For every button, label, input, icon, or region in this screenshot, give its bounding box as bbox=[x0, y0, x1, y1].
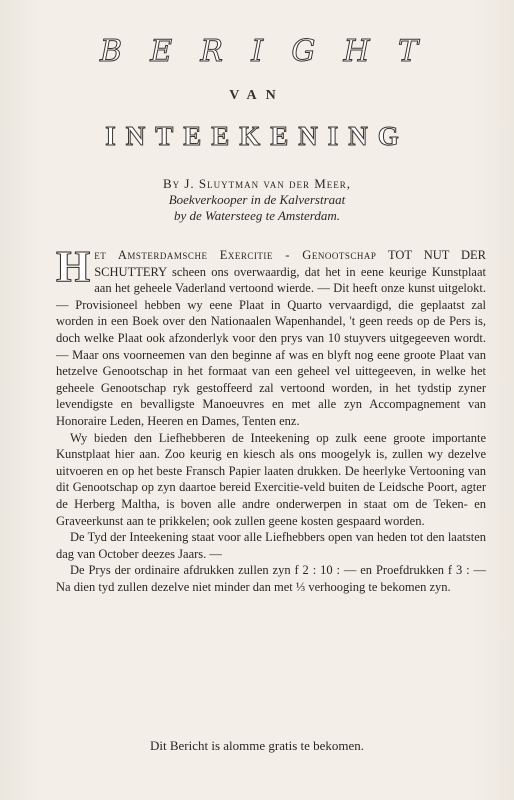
document-title bbox=[100, 34, 420, 69]
byline-line-3: by de Watersteeg te Amsterdam. bbox=[174, 208, 340, 223]
byline-line-2: Boekverkooper in de Kalverstraat bbox=[168, 192, 346, 207]
title-letter: R bbox=[200, 34, 226, 69]
drop-cap: H bbox=[56, 242, 91, 291]
closing-line: Dit Bericht is alomme gratis te bekomen. bbox=[149, 738, 365, 753]
byline-line-1: By J. Sluytman van der Meer, bbox=[162, 176, 352, 191]
paragraph-1 bbox=[56, 242, 487, 430]
paragraph-1-head: et Amsterdamsche Exercitie - Genootschap bbox=[94, 248, 377, 262]
paragraph-4: De Prys der ordinaire afdrukken zullen zyn f 2 : 10 : — en Proefdrukken f 3 : — Na dien tyd zullen dezelve niet minder dan met ⅓ verhooging te bekomen zyn. bbox=[56, 563, 486, 594]
paragraph-2: Wy bieden den Liefhebberen de Inteekening op zulk eene groote importante Kunstplaat hier aan. Zoo keurig en kiesch als ons moogelyk is, zullen wy dezelve uitvoeren en op het beste Fransch Papier laaten drukken. De heerlyke Vertooning van dit Genootschap op zyn daartoe bereid Exercitie-veld buiten de Leidsche Poort, agter de Herberg Maltha, is boven alle andre onderwerpen in staat om de Teken- en Graveerkunst aan te prikkelen; ook zullen geene kosten gespaard worden. bbox=[56, 430, 486, 528]
heading-van: VAN bbox=[229, 88, 285, 103]
title-letter: H bbox=[343, 34, 372, 69]
title-letter: B bbox=[100, 34, 125, 69]
paragraph-3: De Tyd der Inteekening staat voor alle Liefhebbers open van heden tot den laatsten dag van October deezes Jaars. — bbox=[56, 530, 486, 561]
title-letter: I bbox=[251, 34, 266, 69]
document-subtitle: INTEEKENING bbox=[105, 121, 409, 151]
body-text bbox=[56, 242, 487, 595]
title-letter: T bbox=[397, 34, 420, 69]
publisher-byline bbox=[0, 176, 514, 224]
title-letter: G bbox=[291, 34, 318, 69]
paragraph-1-rest: TOT NUT DER SCHUTTERY scheen ons overwaardig, dat het in eene keurige Kunstplaat aan het geheele Vaderland vertoond wierde. — Dit heeft onze kunst uitgelokt. — Provisioneel hebben wy eene Plaat in Quarto vervaardigd, die geplaatst zal worden in een Boek over den Nationaalen Wapenhandel, 't geen reeds op de Pers is, doch welke Plaat ook afzonderlyk voor den prys van 10 stuyvers uitgegeeven wordt. — Maar ons voorneemen van den beginne af was en blyft nog eene groote Plaat van hetzelve Genootschap in het formaat van een geheel vel uittegeeven, in welke het geheele Genootschap ryk gestoffeerd zal vertoond worden, in het tydstip zyner levendigste en bevalligste Manoeuvres en met alle zyn Accompagnement van Honoraire Leden, Heeren en Dames, Tenten enz. bbox=[56, 248, 487, 428]
title-letter: E bbox=[150, 34, 175, 69]
